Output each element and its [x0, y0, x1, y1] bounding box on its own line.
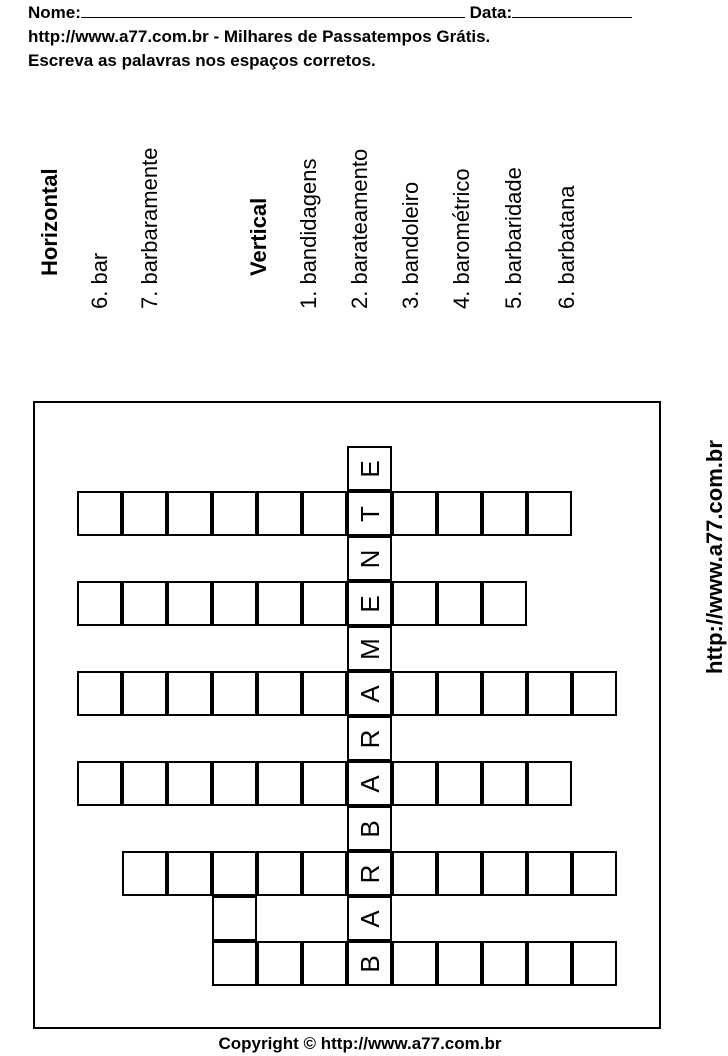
grid-cell-revealed[interactable]	[347, 941, 392, 986]
clue-v-1: 1. bandidagens	[296, 158, 321, 309]
grid-letter: A	[354, 684, 385, 703]
grid-cell[interactable]	[212, 851, 257, 896]
grid-cell[interactable]	[167, 491, 212, 536]
nome-label: Nome:	[28, 3, 81, 22]
grid-cell[interactable]	[167, 671, 212, 716]
grid-cell[interactable]	[302, 671, 347, 716]
grid-cell[interactable]	[257, 581, 302, 626]
grid-cell-revealed[interactable]	[347, 761, 392, 806]
grid-cell-revealed[interactable]	[347, 626, 392, 671]
grid-cell[interactable]	[167, 761, 212, 806]
grid-letter: R	[354, 729, 385, 748]
grid-cell[interactable]	[302, 581, 347, 626]
grid-cell[interactable]	[437, 491, 482, 536]
grid-cell[interactable]	[212, 896, 257, 941]
grid-cell[interactable]	[482, 941, 527, 986]
clue-v-2: 2. barateamento	[347, 148, 372, 309]
grid-cell[interactable]	[212, 581, 257, 626]
clue-h-7: 7. barbaramente	[137, 147, 162, 309]
grid-cell[interactable]	[527, 941, 572, 986]
grid-cell[interactable]	[482, 761, 527, 806]
grid-cell[interactable]	[257, 761, 302, 806]
grid-cell[interactable]	[437, 941, 482, 986]
grid-cell[interactable]	[437, 671, 482, 716]
clue-v-4: 4. barométrico	[449, 168, 474, 309]
grid-cell[interactable]	[482, 851, 527, 896]
grid-cell[interactable]	[392, 671, 437, 716]
grid-cell[interactable]	[437, 581, 482, 626]
grid-cell[interactable]	[257, 941, 302, 986]
data-label: Data:	[469, 3, 513, 22]
site-line: http://www.a77.com.br - Milhares de Passatempos Grátis.	[28, 27, 491, 46]
grid-letter: A	[354, 774, 385, 793]
grid-cell[interactable]	[527, 491, 572, 536]
grid-cell[interactable]	[302, 491, 347, 536]
clue-h-6: 6. bar	[87, 252, 112, 309]
grid-cell-revealed[interactable]	[347, 716, 392, 761]
grid-cell[interactable]	[437, 851, 482, 896]
grid-cell-revealed[interactable]	[347, 491, 392, 536]
grid-cell-revealed[interactable]	[347, 536, 392, 581]
grid-cell[interactable]	[572, 851, 617, 896]
grid-letter: R	[354, 864, 385, 883]
clue-v-5: 5. barbaridade	[501, 167, 526, 309]
grid-letter: T	[354, 505, 385, 522]
instructions: Escreva as palavras nos espaços corretos.	[28, 51, 376, 70]
grid-cell-revealed[interactable]	[347, 671, 392, 716]
grid-letter: N	[354, 549, 385, 568]
grid-cell[interactable]	[167, 581, 212, 626]
grid-cell-revealed[interactable]	[347, 896, 392, 941]
grid-letter: A	[354, 909, 385, 928]
grid-cell[interactable]	[122, 581, 167, 626]
grid-cell[interactable]	[482, 671, 527, 716]
grid-letter: B	[354, 819, 385, 838]
data-blank[interactable]	[512, 2, 632, 18]
grid-cell[interactable]	[212, 941, 257, 986]
grid-cell-revealed[interactable]	[347, 581, 392, 626]
grid-cell[interactable]	[257, 851, 302, 896]
grid-cell[interactable]	[527, 851, 572, 896]
grid-cell[interactable]	[122, 851, 167, 896]
grid-letter: E	[354, 459, 385, 478]
grid-cell[interactable]	[122, 671, 167, 716]
grid-cell[interactable]	[572, 941, 617, 986]
grid-cell[interactable]	[302, 851, 347, 896]
grid-letter: E	[354, 594, 385, 613]
name-date-line	[28, 2, 632, 23]
grid-cell[interactable]	[482, 581, 527, 626]
side-url: http://www.a77.com.br	[702, 440, 727, 674]
grid-cell[interactable]	[392, 491, 437, 536]
grid-cell[interactable]	[167, 851, 212, 896]
grid-cell[interactable]	[392, 941, 437, 986]
grid-cell-revealed[interactable]	[347, 851, 392, 896]
nome-blank[interactable]	[81, 2, 465, 18]
grid-cell[interactable]	[212, 671, 257, 716]
grid-cell[interactable]	[77, 671, 122, 716]
grid-cell[interactable]	[437, 761, 482, 806]
grid-cell[interactable]	[257, 491, 302, 536]
grid-cell-revealed[interactable]	[347, 446, 392, 491]
grid-cell[interactable]	[482, 491, 527, 536]
grid-cell[interactable]	[77, 761, 122, 806]
grid-cell[interactable]	[122, 491, 167, 536]
grid-cell[interactable]	[572, 671, 617, 716]
grid-cell[interactable]	[212, 761, 257, 806]
clue-v-6: 6. barbatana	[554, 185, 579, 309]
grid-cell[interactable]	[392, 761, 437, 806]
grid-cell[interactable]	[257, 671, 302, 716]
grid-cell[interactable]	[302, 761, 347, 806]
grid-cell[interactable]	[392, 851, 437, 896]
grid-cell[interactable]	[527, 671, 572, 716]
grid-cell[interactable]	[527, 761, 572, 806]
grid-cell-revealed[interactable]	[347, 806, 392, 851]
grid-letter: M	[354, 637, 385, 660]
grid-cell[interactable]	[212, 491, 257, 536]
grid-cell[interactable]	[77, 581, 122, 626]
grid-cell[interactable]	[302, 941, 347, 986]
grid-cell[interactable]	[392, 581, 437, 626]
copyright: Copyright © http://www.a77.com.br	[218, 1034, 502, 1053]
grid-cell[interactable]	[122, 761, 167, 806]
grid-cell[interactable]	[77, 491, 122, 536]
horizontal-heading: Horizontal	[37, 168, 62, 276]
vertical-heading: Vertical	[246, 197, 271, 276]
grid-letter: B	[354, 954, 385, 973]
clue-v-3: 3. bandoleiro	[398, 181, 423, 309]
